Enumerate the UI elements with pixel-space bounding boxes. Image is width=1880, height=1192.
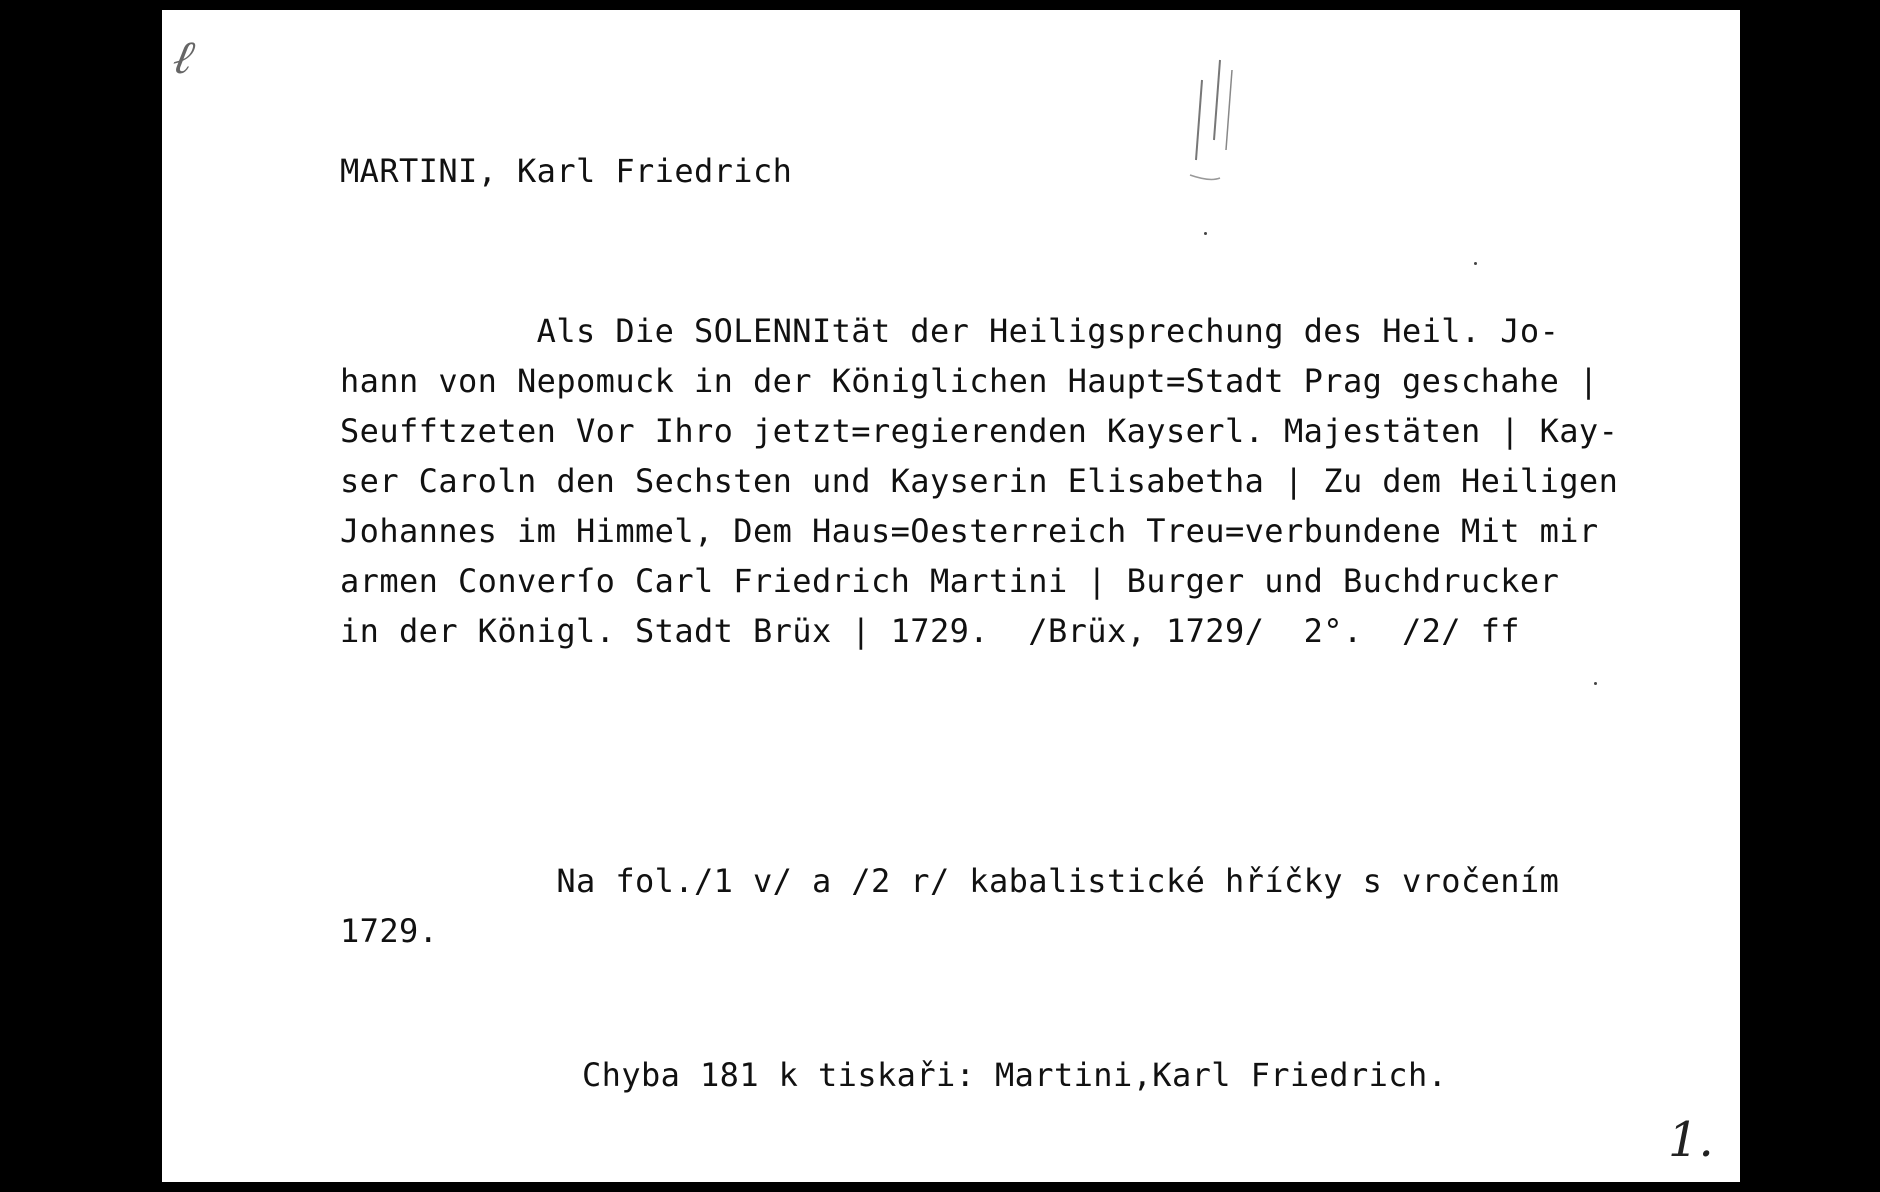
catalog-card (162, 10, 1740, 1182)
note-line-2: 1729. (340, 912, 439, 950)
title-line-1: Als Die SOLENNItät der Heiligsprechung des Heil. Jo- (340, 312, 1560, 350)
handwritten-corner-mark: ℓ (168, 30, 199, 84)
scan-speck (1594, 682, 1597, 685)
title-line-6: armen Converſo Carl Friedrich Martini | Burger und Buchdrucker (340, 562, 1560, 600)
scan-speck (1204, 232, 1207, 235)
title-line-4: ser Caroln den Sechsten und Kayserin Elisabetha | Zu dem Heiligen (340, 462, 1619, 500)
title-line-5: Johannes im Himmel, Dem Haus=Oesterreich Treu=verbundene Mit mir (340, 512, 1599, 550)
error-note: Chyba 181 k tiskaři: Martini,Karl Friedrich. (582, 1056, 1448, 1094)
card-heading-author: MARTINI, Karl Friedrich (340, 152, 793, 190)
title-line-2: hann von Nepomuck in der Königlichen Haupt=Stadt Prag geschahe | (340, 362, 1599, 400)
pencil-scribble-mark (1180, 40, 1260, 190)
note-line-1: Na fol./1 v/ a /2 r/ kabalistické hříčky s vročením (340, 862, 1560, 900)
handwritten-card-number: 1. (1668, 1112, 1714, 1168)
title-line-7: in der Königl. Stadt Brüx | 1729. /Brüx, 1729/ 2°. /2/ ff (340, 612, 1520, 650)
title-line-3: Seufftzeten Vor Ihro jetzt=regierenden Kayserl. Majestäten | Kay- (340, 412, 1619, 450)
scan-speck (1474, 262, 1477, 265)
